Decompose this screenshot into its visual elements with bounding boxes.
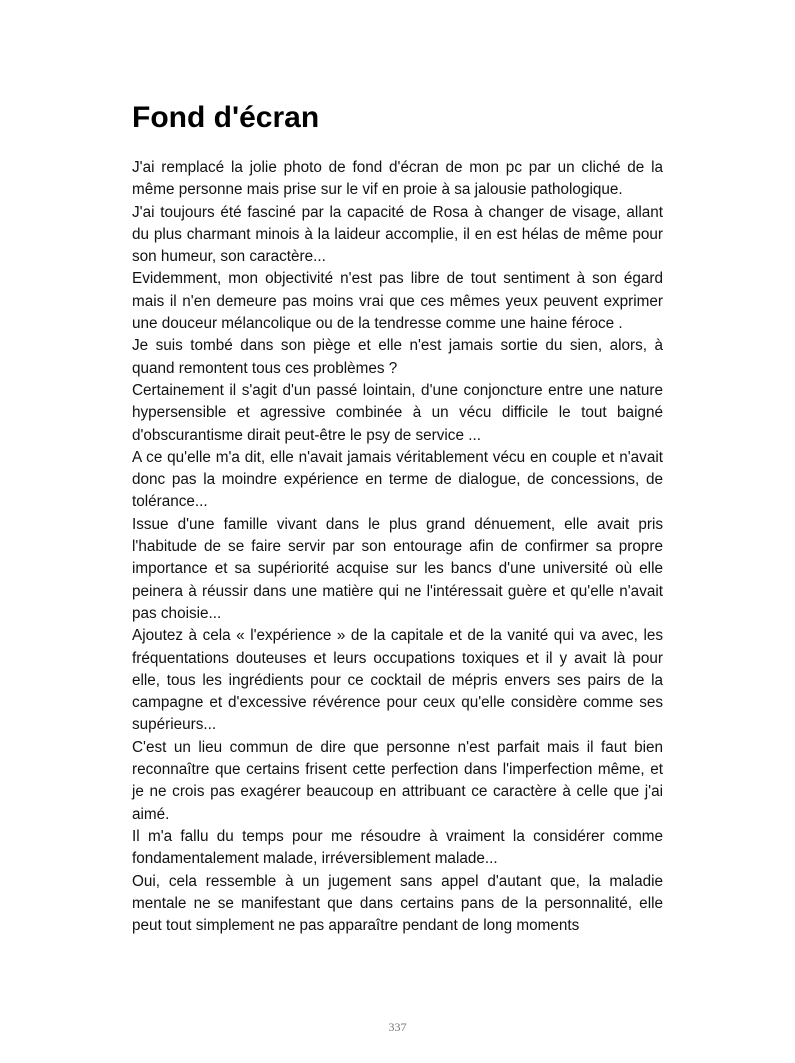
paragraph: J'ai toujours été fasciné par la capacité de Rosa à changer de visage, allant du plus charmant minois à la laideur accomplie, il en est hélas de même pour son humeur, son caractère... (132, 203, 663, 266)
body-text (132, 157, 663, 937)
paragraph: Je suis tombé dans son piège et elle n'est jamais sortie du sien, alors, à quand remontent tous ces problèmes ? (132, 337, 663, 377)
paragraph: Il m'a fallu du temps pour me résoudre à vraiment la considérer comme fondamentalement malade, irréversiblement malade... (132, 827, 663, 868)
paragraph: Ajoutez à cela « l'expérience » de la capitale et de la vanité qui va avec, les fréquentations douteuses et leurs occupations toxiques et il y avait là pour elle, tous les ingrédients pour ce cocktail de mépris envers ses pairs de la campagne et d'excessive révérence pour ceux qu'elle considère comme ses supérieurs... (132, 627, 663, 734)
paragraph: A ce qu'elle m'a dit, elle n'avait jamais véritablement vécu en couple et n'avait donc pas la moindre expérience en terme de dialogue, de concessions, de tolérance... (132, 448, 663, 511)
page-number: 337 (388, 1020, 407, 1034)
page-title: Fond d'écran (132, 101, 320, 134)
paragraph: Oui, cela ressemble à un jugement sans appel d'autant que, la maladie mentale ne se manifestant que dans certains pans de la personnalité, elle peut tout simplement ne pas apparaître pendant de long moments (132, 872, 663, 935)
paragraph: J'ai remplacé la jolie photo de fond d'écran de mon pc par un cliché de la même personne mais prise sur le vif en proie à sa jalousie pathologique. (132, 159, 663, 199)
paragraph: Issue d'une famille vivant dans le plus grand dénuement, elle avait pris l'habitude de se faire servir par son entourage afin de confirmer sa propre importance et sa supériorité acquise sur les bancs d'une université où elle peinera à réussir dans une matière qui ne l'intéressait guère et qu'elle n'avait pas choisie... (132, 515, 663, 622)
paragraph: Evidemment, mon objectivité n'est pas libre de tout sentiment à son égard mais il n'en demeure pas moins vrai que ces mêmes yeux peuvent exprimer une douceur mélancolique ou de la tendresse comme une haine féroce . (132, 270, 663, 333)
paragraph: C'est un lieu commun de dire que personne n'est parfait mais il faut bien reconnaître que certains frisent cette perfection dans l'imperfection même, et je ne crois pas exagérer beaucoup en attribuant ce caractère à celle que j'ai aimé. (132, 738, 663, 823)
paragraph: Certainement il s'agit d'un passé lointain, d'une conjoncture entre une nature hypersensible et agressive combinée à un vécu difficile le tout baigné d'obscurantisme dirait peut-être le psy de service ... (132, 381, 663, 444)
